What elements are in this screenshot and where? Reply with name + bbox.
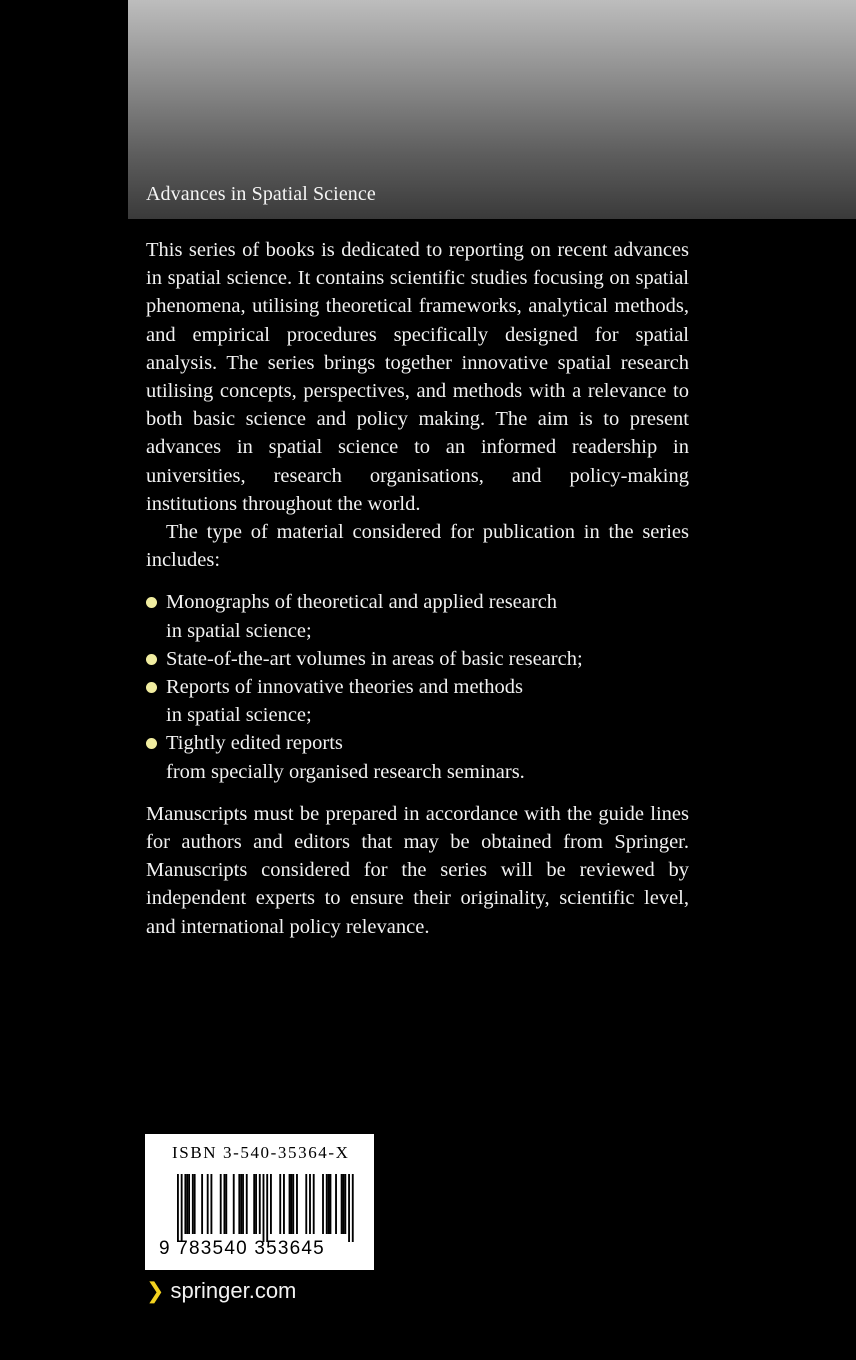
- barcode-bar: [194, 1174, 196, 1234]
- barcode-bar: [283, 1174, 285, 1234]
- list-item-text: State-of-the-art volumes in areas of basic research;: [166, 647, 583, 670]
- barcode-bar: [238, 1174, 240, 1234]
- springer-link-text: springer.com: [170, 1278, 297, 1303]
- bullet-icon: [146, 597, 157, 608]
- chevron-right-icon: ❯: [146, 1278, 165, 1303]
- barcode-bar: [259, 1174, 261, 1234]
- bullet-icon: [146, 682, 157, 693]
- barcode-bar: [296, 1174, 298, 1234]
- barcode-bar: [352, 1174, 354, 1242]
- barcode-bar: [309, 1174, 311, 1234]
- barcode-bar: [341, 1174, 343, 1234]
- list-item-text: Reports of innovative theories and methods in spatial science;: [166, 676, 523, 727]
- barcode-bar: [305, 1174, 307, 1234]
- barcode-bar: [328, 1174, 330, 1234]
- description: [146, 236, 689, 941]
- barcode-bar: [313, 1174, 315, 1234]
- barcode-bar: [270, 1174, 272, 1234]
- barcode-bar: [344, 1174, 346, 1234]
- barcode-bar: [184, 1174, 186, 1234]
- barcode-bar: [348, 1174, 350, 1242]
- barcode-bar: [326, 1174, 328, 1234]
- list-item: [146, 729, 689, 785]
- barcode-bar: [279, 1174, 281, 1234]
- list-item: [146, 673, 689, 729]
- list-item: [146, 588, 689, 644]
- barcode-bar: [266, 1174, 268, 1242]
- barcode-bar: [322, 1174, 324, 1234]
- springer-website-link[interactable]: [146, 1278, 296, 1304]
- barcode-bar: [289, 1174, 291, 1234]
- barcode-bar: [335, 1174, 337, 1234]
- barcode-bar: [246, 1174, 248, 1234]
- barcode-bar: [290, 1174, 292, 1234]
- material-paragraph: The type of material considered for publication in the series includes:: [146, 521, 689, 572]
- manuscript-paragraph: Manuscripts must be prepared in accordance with the guide lines for authors and editors that may be obtained from Springer. Manuscripts considered for the series will be reviewed by independent experts to ensure their originality, scientific level, and international policy relevance.: [146, 802, 689, 938]
- barcode-bar: [225, 1174, 227, 1234]
- isbn-label: ISBN 3-540-35364-X: [172, 1143, 350, 1162]
- barcode-bar: [255, 1174, 257, 1234]
- bullet-icon: [146, 738, 157, 749]
- barcode-bar: [233, 1174, 235, 1234]
- barcode-bar: [242, 1174, 244, 1234]
- header-band: [128, 0, 856, 219]
- barcode-bar: [210, 1174, 212, 1234]
- list-item-text: Tightly edited reports from specially organised research seminars.: [166, 732, 525, 783]
- barcode-bar: [263, 1174, 265, 1242]
- barcode-bar: [177, 1174, 179, 1242]
- barcode-bar: [192, 1174, 194, 1234]
- list-item: [146, 645, 689, 673]
- bullet-icon: [146, 654, 157, 665]
- isbn-barcode-box: [145, 1134, 374, 1270]
- barcode-digits: 9 783540 353645: [159, 1238, 325, 1259]
- series-title: Advances in Spatial Science: [146, 183, 376, 205]
- barcode-bar: [181, 1174, 183, 1242]
- barcode-bar: [201, 1174, 203, 1234]
- barcode-bar: [207, 1174, 209, 1234]
- barcode-bar: [220, 1174, 222, 1234]
- barcode-bar: [292, 1174, 294, 1234]
- intro-paragraph: This series of books is dedicated to reporting on recent advances in spatial science. It contains scientific studies focusing on spatial phenomena, utilising theoretical frameworks, analytical methods, and empirical procedures specifically designed for spatial analysis. The series brings together innovative spatial research utilising concepts, perspectives, and methods with a relevance to both basic science and policy making. The aim is to present advances in spatial science to an informed readership in universities, research organisations, and policy-making institutions throughout the world.: [146, 239, 689, 515]
- barcode-bar: [186, 1174, 188, 1234]
- list-item-text: Monographs of theoretical and applied research in spatial science;: [166, 591, 558, 642]
- material-list: [146, 588, 689, 785]
- barcode-bar: [240, 1174, 242, 1234]
- barcode-bar: [224, 1174, 226, 1234]
- barcode-bar: [343, 1174, 345, 1234]
- barcode-bar: [188, 1174, 190, 1234]
- barcode-bar: [330, 1174, 332, 1234]
- barcode-bar: [253, 1174, 255, 1234]
